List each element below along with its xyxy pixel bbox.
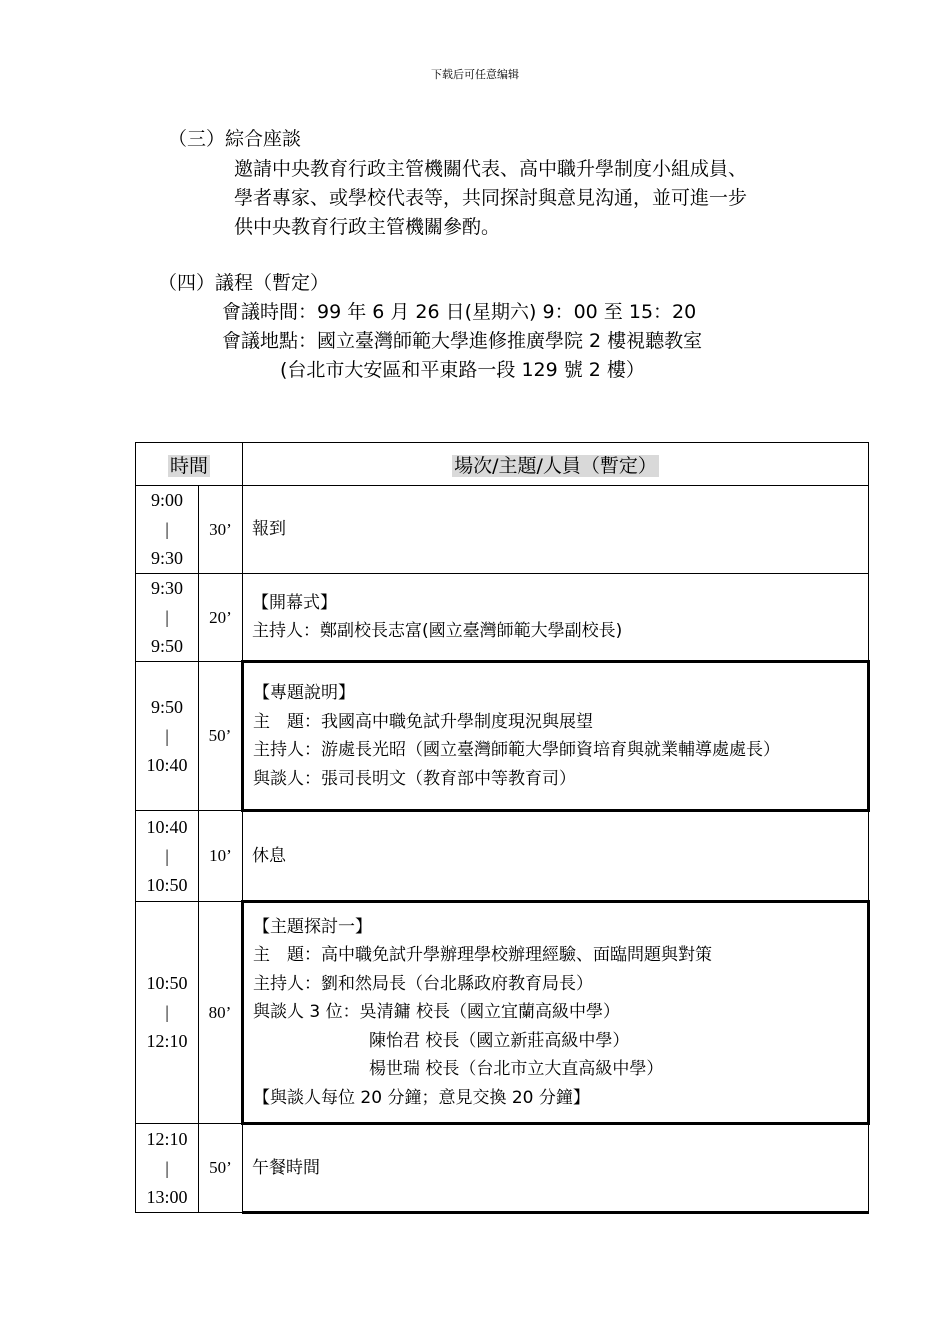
time-cell: 10:50 | 12:10 xyxy=(136,902,199,1124)
duration-cell: 50’ xyxy=(199,662,243,811)
table-row xyxy=(136,574,869,662)
content-cell: 休息 xyxy=(243,811,869,902)
duration-cell: 10’ xyxy=(199,811,243,902)
page-header: 下载后可任意编辑 xyxy=(431,68,519,81)
meeting-time: 會議時間：99 年 6 月 26 日(星期六) 9：00 至 15：20 xyxy=(222,301,697,323)
duration-cell: 30’ xyxy=(199,486,243,574)
agenda-table xyxy=(135,442,870,1214)
time-cell: 10:40 | 10:50 xyxy=(136,811,199,902)
meeting-place: 會議地點：國立臺灣師範大學進修推廣學院 2 樓視聽教室 xyxy=(222,330,703,352)
table-row xyxy=(136,811,869,902)
table-row xyxy=(136,486,869,574)
table-row xyxy=(136,1124,869,1213)
duration-cell: 50’ xyxy=(199,1124,243,1213)
section3-line-3: 供中央教育行政主管機關參酌。 xyxy=(234,216,501,238)
section3-heading: （三）綜合座談 xyxy=(168,128,302,150)
content-cell: 【主題探討一】 主 題：高中職免試升學辦理學校辦理經驗、面臨問題與對策 主持人：劉和然局長（台北縣政府教育局長） 與談人 3 位：吳清鏞 校長（國立宜蘭高級中學） 陳怡君 校長（國立新莊高級中學） 楊世瑞 校長（台北市立大直高級中學） 【與談人每位 20 分鐘；意見交換 20 分鐘】 xyxy=(243,902,869,1124)
duration-cell: 20’ xyxy=(199,574,243,662)
content-cell: 【開幕式】 主持人：鄭副校長志富(國立臺灣師範大學副校長) xyxy=(243,574,869,662)
table-row xyxy=(136,902,869,1124)
time-cell: 9:50 | 10:40 xyxy=(136,662,199,811)
time-cell: 12:10 | 13:00 xyxy=(136,1124,199,1213)
section3-line-2: 學者專家、或學校代表等，共同探討與意見沟通，並可進一步 xyxy=(234,187,748,209)
header-content: 場次/主題/人員（暫定） xyxy=(243,443,869,486)
time-cell: 9:00 | 9:30 xyxy=(136,486,199,574)
meeting-address: (台北市大安區和平東路一段 129 號 2 樓） xyxy=(280,359,645,381)
content-cell: 【專題說明】 主 題：我國高中職免試升學制度現況與展望 主持人：游處長光昭（國立臺灣師範大學師資培育與就業輔導處處長） 與談人：張司長明文（教育部中等教育司） xyxy=(243,662,869,811)
header-time: 時間 xyxy=(136,443,243,486)
content-cell: 午餐時間 xyxy=(243,1124,869,1213)
time-cell: 9:30 | 9:50 xyxy=(136,574,199,662)
section4-heading: （四）議程（暫定） xyxy=(158,272,330,294)
table-row xyxy=(136,662,869,811)
content-cell: 報到 xyxy=(243,486,869,574)
duration-cell: 80’ xyxy=(199,902,243,1124)
section3-line-1: 邀請中央教育行政主管機關代表、高中職升學制度小組成員、 xyxy=(234,158,748,180)
table-header-row xyxy=(136,443,869,486)
